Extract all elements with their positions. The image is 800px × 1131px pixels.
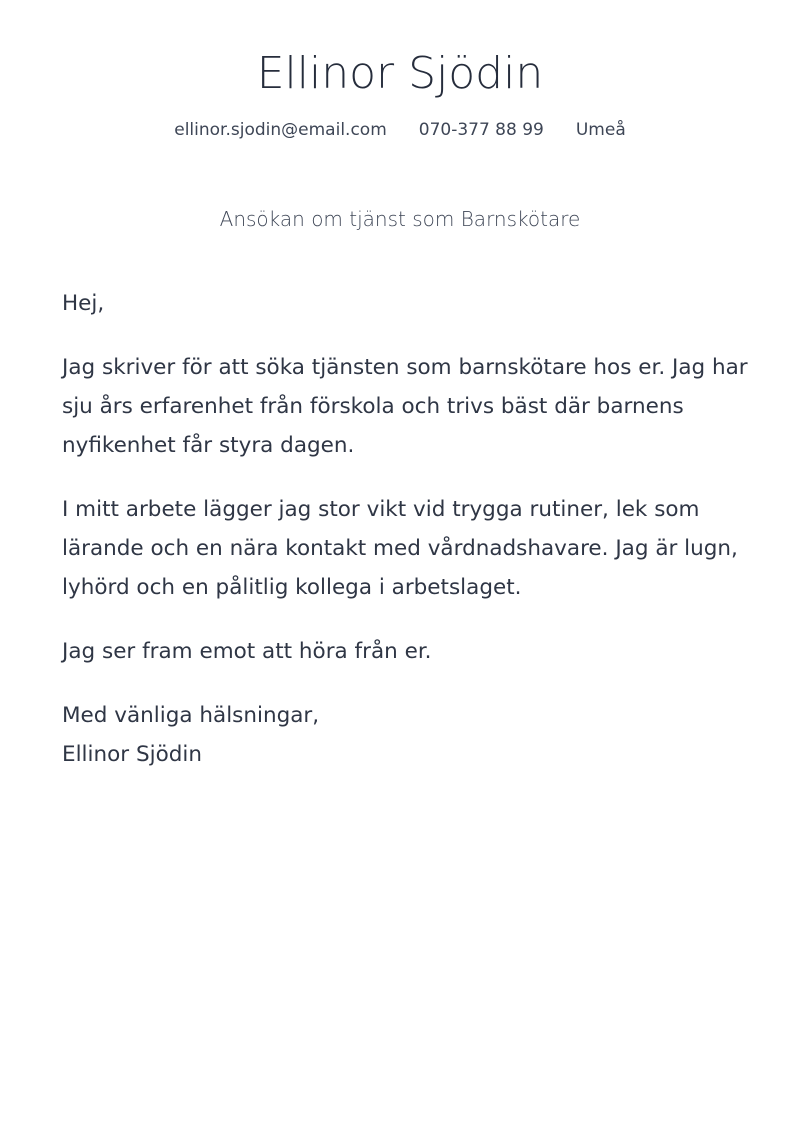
phone-number: 070-377 88 99	[418, 120, 544, 140]
closing-phrase: Med vänliga hälsningar,	[62, 703, 320, 728]
greeting: Hej,	[62, 291, 105, 316]
paragraph-experience: Jag skriver för att söka tjänsten som barnskötare hos er. Jag har sju års erfarenhet från förskola och trivs bäst där barnens nyfikenhet får styra dagen.	[62, 355, 748, 458]
letter-header	[0, 44, 800, 142]
signature-name: Ellinor Sjödin	[62, 742, 202, 767]
paragraph-closing-remark: Jag ser fram emot att höra från er.	[62, 639, 432, 664]
signoff	[62, 696, 752, 774]
contact-info	[0, 118, 800, 142]
email-address: ellinor.sjodin@email.com	[174, 120, 387, 140]
city: Umeå	[575, 120, 626, 140]
paragraph-approach: I mitt arbete lägger jag stor vikt vid trygga rutiner, lek som lärande och en nära kontakt med vårdnadshavare. Jag är lugn, lyhörd och en pålitlig kollega i arbetslaget.	[62, 497, 738, 600]
letter-subject: Ansökan om tjänst som Barnskötare	[219, 207, 581, 231]
letter-body	[62, 284, 752, 774]
applicant-name: Ellinor Sjödin	[256, 48, 544, 99]
